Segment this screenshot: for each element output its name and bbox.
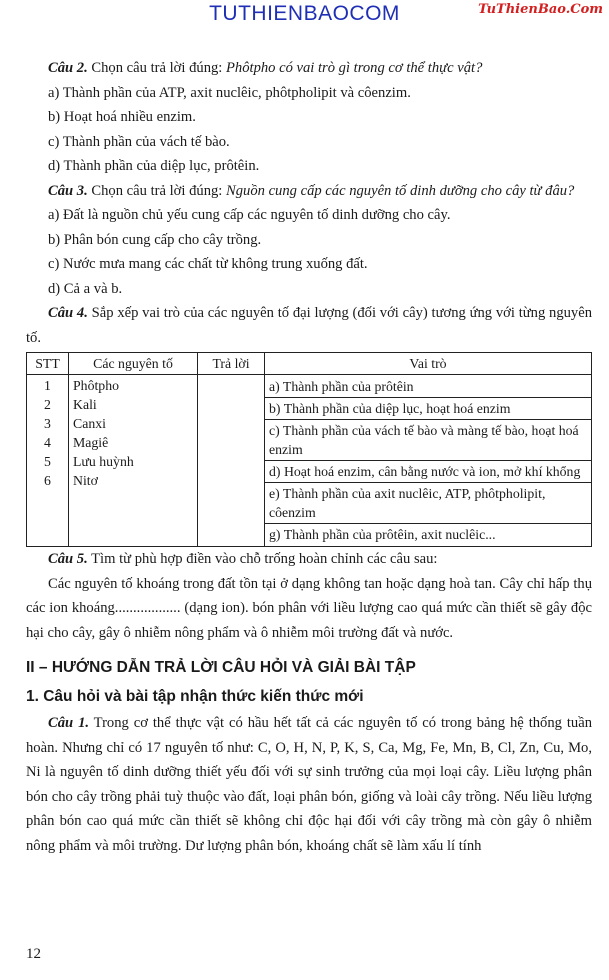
question-label: Câu 2.: [48, 60, 88, 76]
option: a) Đất là nguồn chủ yếu cung cấp các nguyên tố dinh dưỡng cho cây.: [48, 207, 451, 223]
stt-cell: 5: [44, 454, 51, 469]
element-cell: Magiê: [73, 435, 109, 450]
page-content: [26, 56, 592, 858]
column-header: Các nguyên tố: [69, 353, 198, 375]
question-text: Tìm từ phù hợp điền vào chỗ trống hoàn chỉnh các câu sau:: [91, 551, 438, 567]
section-title: II – HƯỚNG DẪN TRẢ LỜI CÂU HỎI VÀ GIẢI BÀI TẬP: [26, 659, 416, 676]
option: a) Thành phần của ATP, axit nuclêic, phôtpholipit và côenzim.: [48, 84, 411, 101]
question-text: Nguồn cung cấp các nguyên tố dinh dưỡng cho cây từ đâu?: [226, 182, 575, 199]
stt-cell: 2: [44, 397, 51, 412]
stt-cell: 6: [44, 473, 51, 488]
question-label: Câu 4.: [48, 305, 88, 321]
role-cell: a) Thành phần của prôtêin: [269, 379, 414, 394]
question-label: Câu 5.: [48, 551, 88, 567]
option: d) Thành phần của diệp lục, prôtêin.: [48, 158, 260, 174]
question-3: [26, 179, 592, 204]
option: d) Cả a và b.: [48, 280, 123, 297]
column-header: STT: [27, 353, 69, 375]
question-prompt: Chọn câu trả lời đúng:: [91, 182, 223, 199]
role-cell: d) Hoạt hoá enzim, cân bằng nước và ion, mở khí khổng: [265, 460, 591, 482]
role-cell: b) Thành phần của diệp lục, hoạt hoá enzim: [265, 397, 591, 419]
elements-table: [26, 352, 592, 547]
answer-column: [198, 375, 265, 547]
element-cell: Kali: [73, 397, 97, 412]
question-5: [26, 547, 592, 572]
question-prompt: Chọn câu trả lời đúng:: [91, 60, 223, 76]
option: b) Phân bón cung cấp cho cây trồng.: [48, 231, 262, 248]
site-watermark: TuThienBao.Com: [478, 2, 603, 17]
element-cell: Phôtpho: [73, 378, 119, 393]
element-cell: Canxi: [73, 416, 106, 431]
question-label: Câu 1.: [48, 715, 90, 731]
table-header-row: [27, 353, 592, 375]
answer-1: [26, 711, 592, 858]
option: c) Thành phần của vách tế bào.: [48, 133, 230, 150]
stt-cell: 1: [44, 378, 51, 393]
stt-column: [27, 375, 69, 547]
option: c) Nước mưa mang các chất từ không trung xuống đất.: [48, 256, 368, 272]
element-column: [69, 375, 198, 547]
answer-text: Trong cơ thể thực vật có hầu hết tất cả các nguyên tố có trong bảng hệ thống tuần hoàn. Nhưng chỉ có 17 nguyên tố như: C, O, H, N, P, K, S, Ca, Mg, Fe, Mn, B, Cl, Zn, Cu, Mo, Ni là nguyên tố dinh dưỡng thiết yếu đối với sự sinh trưởng của mọi loại cây. Liều lượng phân bón cho cây trồng phải tuỳ thuộc vào đất, loại phân bón, giống và loài cây trồng. Nếu liều lượng phân bón cao quá mức cần thiết sẽ không chỉ độc hại đối với cây trồng mà còn gây ô nhiễm nông phẩm và môi trường. Dư lượng phân bón, khoáng chất sẽ làm xấu lí tính: [26, 715, 592, 854]
option: b) Hoạt hoá nhiều enzim.: [48, 109, 196, 125]
question-5-paragraph: Các nguyên tố khoáng trong đất tồn tại ở dạng không tan hoặc dạng hoà tan. Cây chỉ hấp thụ các ion khoáng.................. (dạng ion). bón phân với liều lượng cao quá mức cần thiết sẽ gây độc hại cho cây, gây ô nhiễm nông phẩm và ô nhiễm môi trường đất và nước.: [26, 575, 592, 641]
question-text: Phôtpho có vai trò gì trong cơ thể thực vật?: [226, 60, 483, 76]
question-4: [26, 301, 592, 350]
column-header: Trả lời: [198, 353, 265, 375]
role-cell: e) Thành phần của axit nuclêic, ATP, phôtpholipit, côenzim: [265, 482, 591, 523]
page-number: 12: [26, 946, 41, 962]
stt-cell: 3: [44, 416, 51, 431]
question-text: Sắp xếp vai trò của các nguyên tố đại lượng (đối với cây) tương ứng với từng nguyên tố.: [26, 305, 592, 346]
element-cell: Lưu huỳnh: [73, 454, 134, 469]
site-header: TUTHIENBAOCOM: [209, 2, 400, 25]
stt-cell: 4: [44, 435, 51, 450]
role-cell: g) Thành phần của prôtêin, axit nuclêic...: [265, 523, 591, 545]
element-cell: Nitơ: [73, 473, 98, 488]
subsection-title: 1. Câu hỏi và bài tập nhận thức kiến thức mới: [26, 688, 364, 705]
table-row: [27, 375, 592, 547]
role-cell: c) Thành phần của vách tế bào và màng tế bào, hoạt hoá enzim: [265, 419, 591, 460]
question-2: [26, 56, 592, 81]
column-header: Vai trò: [265, 353, 592, 375]
question-label: Câu 3.: [48, 182, 88, 199]
role-column: [265, 375, 592, 547]
